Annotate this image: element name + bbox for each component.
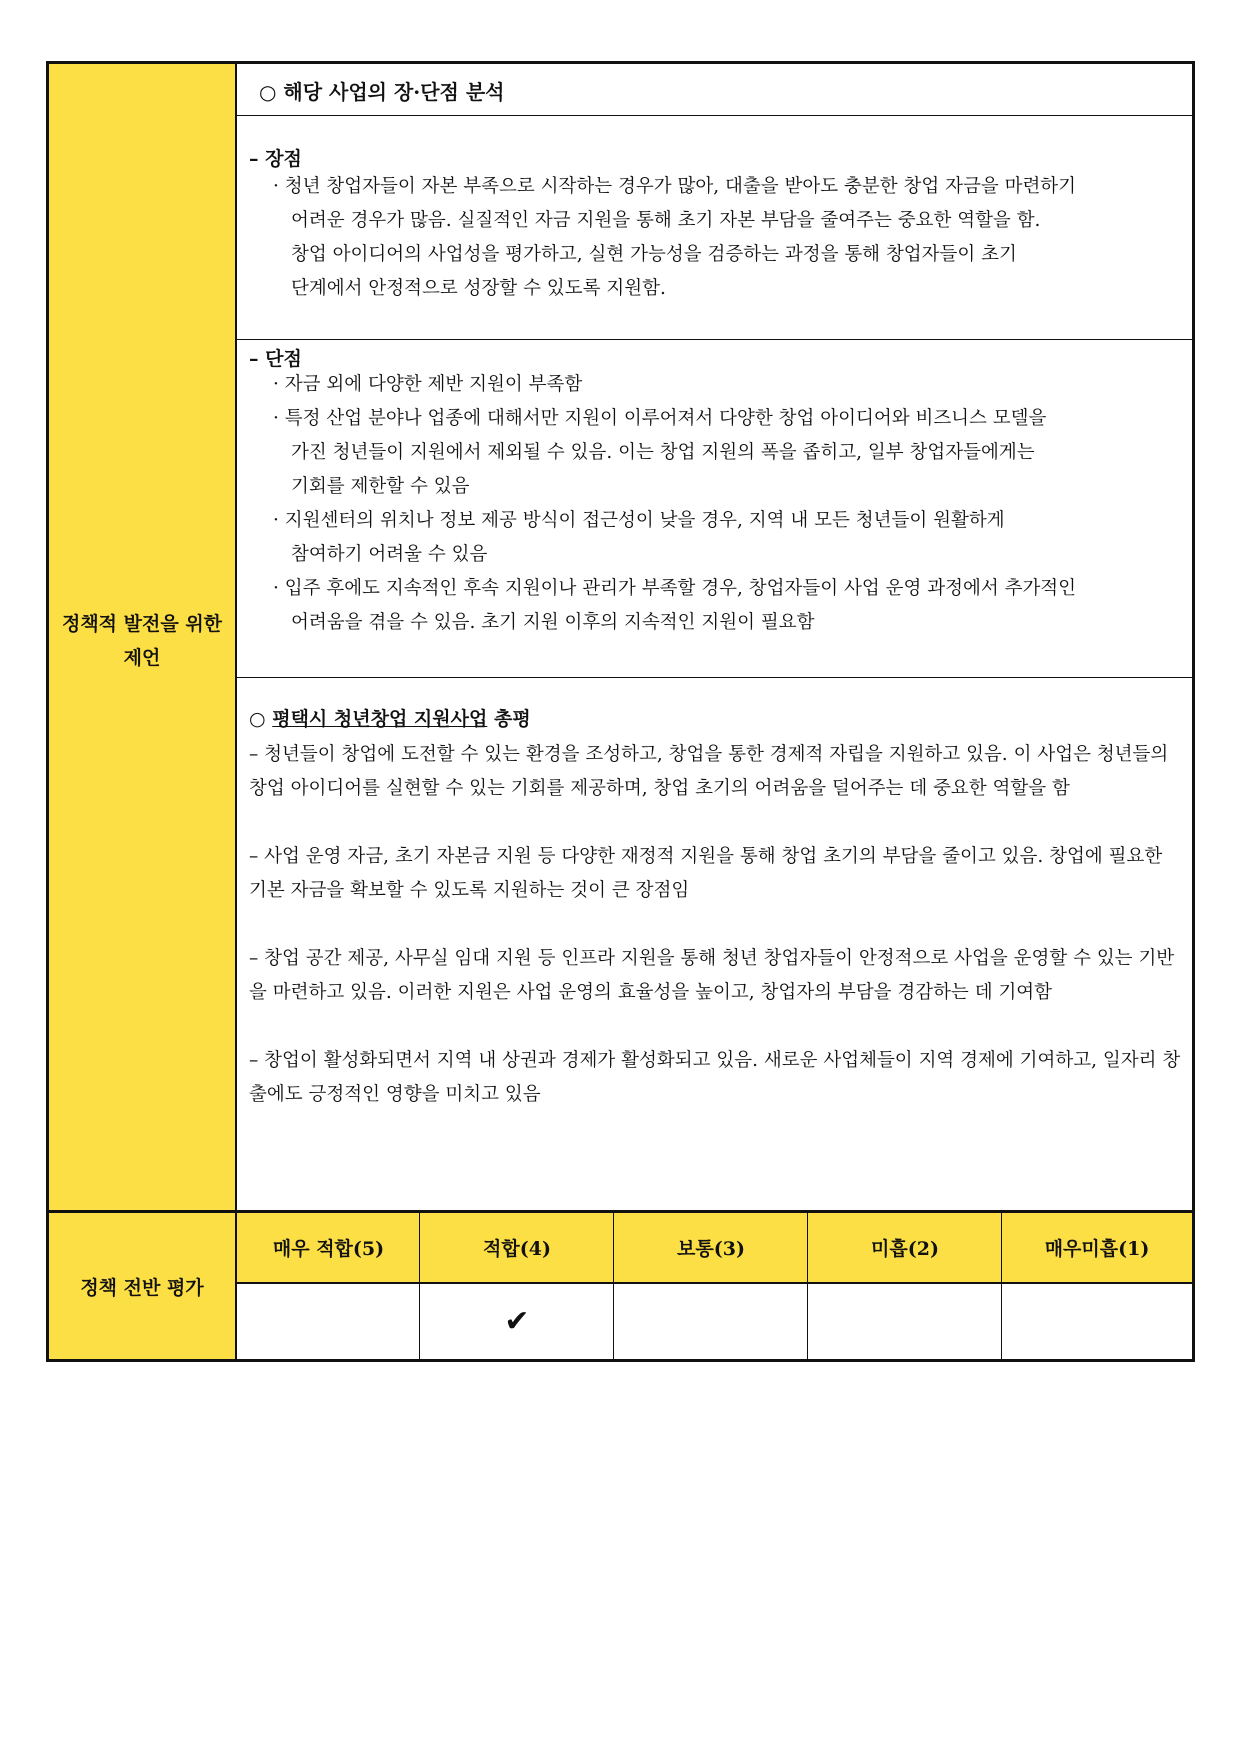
disadvantages-title: – 단점 bbox=[249, 348, 302, 370]
analysis-header: ○ 해당 사업의 장·단점 분석 bbox=[259, 80, 505, 104]
analysis-header-row bbox=[237, 64, 1192, 116]
disadvantage-line: · 입주 후에도 지속적인 후속 지원이나 관리가 부족할 경우, 창업자들이 사업 운영 과정에서 추가적인 bbox=[273, 578, 1077, 599]
advantages-title: – 장점 bbox=[249, 148, 302, 170]
rating-header-4: 적합(4) bbox=[420, 1213, 614, 1284]
rating-row bbox=[49, 1210, 1192, 1359]
rating-label: 정책 전반 평가 bbox=[49, 1213, 237, 1359]
summary-paragraph: – 사업 운영 자금, 초기 자본금 지원 등 다양한 재정적 지원을 통해 창업 초기의 부담을 줄이고 있음. 창업에 필요한 기본 자금을 확보할 수 있도록 지원하는 것이 큰 장점임 bbox=[249, 846, 1163, 901]
disadvantages-section bbox=[237, 340, 1192, 678]
advantage-line: 어려운 경우가 많음. 실질적인 자금 지원을 통해 초기 자본 부담을 줄여주는 중요한 역할을 함. bbox=[291, 210, 1041, 231]
advantage-line: · 청년 창업자들이 자본 부족으로 시작하는 경우가 많아, 대출을 받아도 충분한 창업 자금을 마련하기 bbox=[273, 176, 1077, 197]
rating-cell-2 bbox=[808, 1284, 1002, 1359]
rating-divider bbox=[613, 1213, 614, 1359]
summary-section bbox=[237, 678, 1192, 1210]
policy-table bbox=[46, 61, 1195, 1362]
rating-cell-5 bbox=[237, 1284, 420, 1359]
summary-title bbox=[249, 704, 531, 731]
advantage-line: 단계에서 안정적으로 성장할 수 있도록 지원함. bbox=[291, 278, 666, 299]
summary-paragraphs bbox=[249, 738, 1184, 1146]
disadvantage-line: 어려움을 겪을 수 있음. 초기 지원 이후의 지속적인 지원이 필요함 bbox=[291, 612, 815, 633]
summary-title-rest: 총평 bbox=[493, 708, 531, 730]
disadvantage-line: 가진 청년들이 지원에서 제외될 수 있음. 이는 창업 지원의 폭을 좁히고, 일부 창업자들에게는 bbox=[291, 442, 1035, 463]
disadvantage-line: · 지원센터의 위치나 정보 제공 방식이 접근성이 낮을 경우, 지역 내 모든 청년들이 원활하게 bbox=[273, 510, 1005, 531]
summary-bullet: ○ bbox=[249, 708, 266, 730]
rating-divider bbox=[1001, 1213, 1002, 1359]
disadvantages-list bbox=[273, 368, 1184, 640]
disadvantage-line: · 자금 외에 다양한 제반 지원이 부족함 bbox=[273, 374, 583, 395]
side-label-cell bbox=[49, 64, 237, 1210]
rating-header-3: 보통(3) bbox=[614, 1213, 808, 1284]
rating-cell-1 bbox=[1002, 1284, 1192, 1359]
side-label-line1: 정책적 발전을 위한 bbox=[61, 613, 223, 635]
summary-paragraph: – 창업이 활성화되면서 지역 내 상권과 경제가 활성화되고 있음. 새로운 사업체들이 지역 경제에 기여하고, 일자리 창출에도 긍정적인 영향을 미치고 있음 bbox=[249, 1050, 1181, 1105]
side-label bbox=[49, 607, 235, 675]
summary-paragraph: – 창업 공간 제공, 사무실 임대 지원 등 인프라 지원을 통해 청년 창업자들이 안정적으로 사업을 운영할 수 있는 기반을 마련하고 있음. 이러한 지원은 사업 운영의 효율성을 높이고, 창업자의 부담을 경감하는 데 기여함 bbox=[249, 948, 1175, 1003]
summary-title-underlined: 평택시 청년창업 지원사업 bbox=[272, 708, 488, 730]
disadvantage-line: 참여하기 어려울 수 있음 bbox=[291, 544, 488, 565]
rating-header-1: 매우미흡(1) bbox=[1002, 1213, 1192, 1284]
advantage-line: 창업 아이디어의 사업성을 평가하고, 실현 가능성을 검증하는 과정을 통해 창업자들이 초기 bbox=[291, 244, 1017, 265]
side-label-line2: 제언 bbox=[123, 647, 161, 669]
rating-divider bbox=[419, 1213, 420, 1359]
rating-header-5: 매우 적합(5) bbox=[237, 1213, 420, 1284]
content-cell bbox=[237, 64, 1192, 1210]
advantages-section bbox=[237, 116, 1192, 340]
rating-cell-4-checkmark-icon: ✔ bbox=[504, 1304, 530, 1339]
rating-cell-3 bbox=[614, 1284, 808, 1359]
rating-header-2: 미흡(2) bbox=[808, 1213, 1002, 1284]
disadvantage-line: · 특정 산업 분야나 업종에 대해서만 지원이 이루어져서 다양한 창업 아이디어와 비즈니스 모델을 bbox=[273, 408, 1047, 429]
disadvantage-line: 기회를 제한할 수 있음 bbox=[291, 476, 470, 497]
advantages-list bbox=[273, 170, 1184, 306]
rating-divider bbox=[807, 1213, 808, 1359]
summary-paragraph: – 청년들이 창업에 도전할 수 있는 환경을 조성하고, 창업을 통한 경제적 자립을 지원하고 있음. 이 사업은 청년들의 창업 아이디어를 실현할 수 있는 기회를 제공하며, 창업 초기의 어려움을 덜어주는 데 중요한 역할을 함 bbox=[249, 744, 1169, 799]
